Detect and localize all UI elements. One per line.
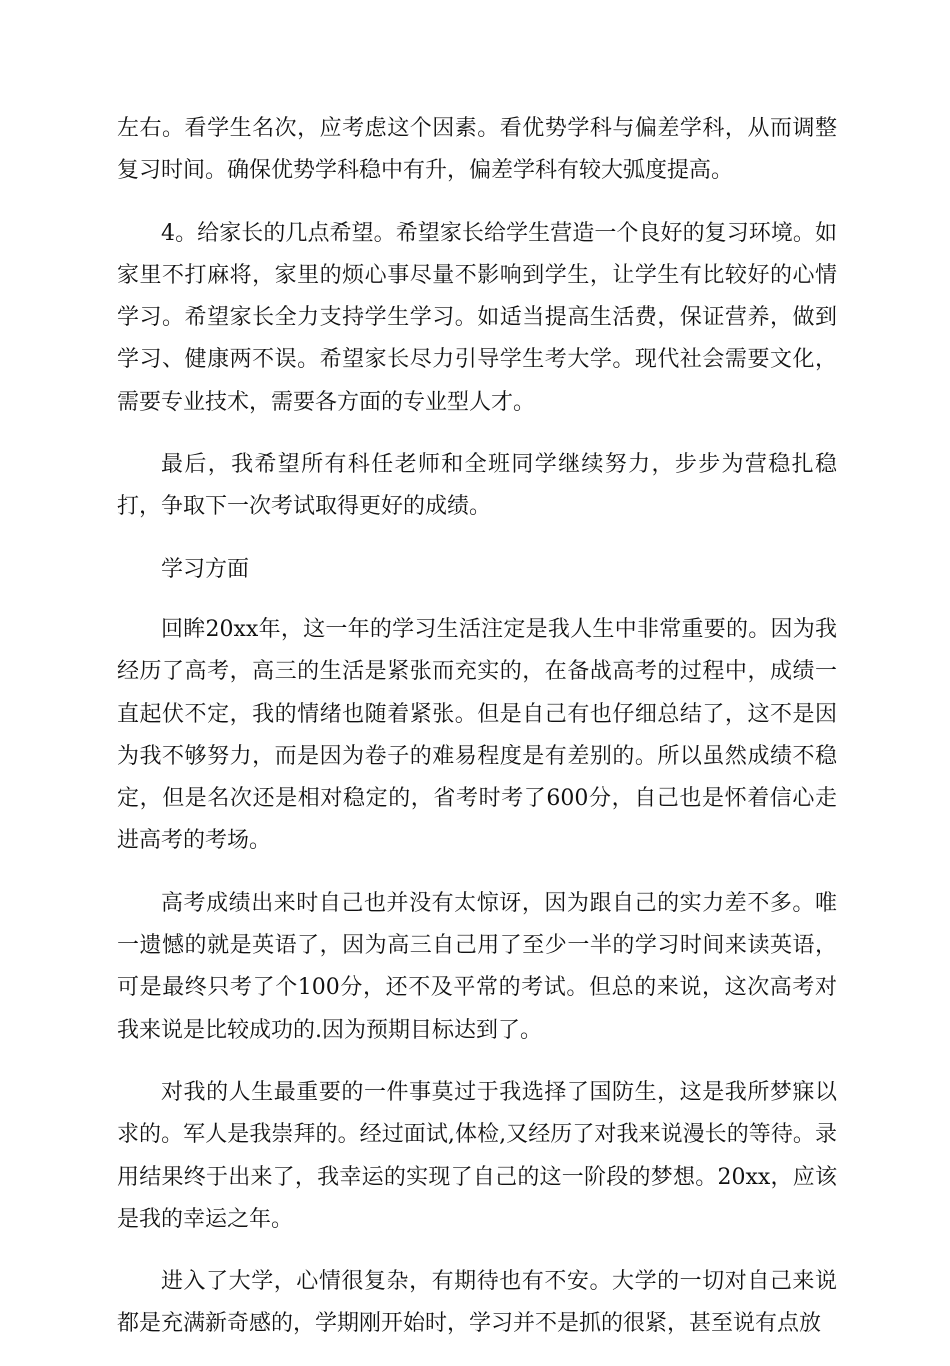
paragraph-national-defense: 对我的人生最重要的一件事莫过于我选择了国防生，这是我所梦寐以求的。军人是我崇拜的。经过面试,体检,又经历了对我来说漫长的等待。录用结果终于出来了，我幸运的实现了自己的这一阶段的梦想。20xx，应该是我的幸运之年。 [117, 1079, 837, 1232]
paragraph-university: 进入了大学，心情很复杂，有期待也有不安。大学的一切对自己来说都是充满新奇感的，学期刚开始时，学习并不是抓的很紧，甚至说有点放 [117, 1269, 837, 1337]
paragraph-continuation: 左右。看学生名次，应考虑这个因素。看优势学科与偏差学科，从而调整复习时间。确保优势学科稳中有升，偏差学科有较大弧度提高。 [117, 116, 837, 184]
paragraph-closing: 最后，我希望所有科任老师和全班同学继续努力，步步为营稳扎稳打，争取下一次考试取得更好的成绩。 [117, 452, 837, 520]
document-body [117, 108, 837, 1366]
paragraph-review-year: 回眸20xx年，这一年的学习生活注定是我人生中非常重要的。因为我经历了高考，高三的生活是紧张而充实的，在备战高考的过程中，成绩一直起伏不定，我的情绪也随着紧张。但是自己有也仔细总结了，这不是因为我不够努力，而是因为卷子的难易程度是有差别的。所以虽然成绩不稳定，但是名次还是相对稳定的，省考时考了600分，自己也是怀着信心走进高考的考场。 [117, 616, 837, 854]
section-heading-study: 学习方面 [161, 556, 250, 582]
paragraph-exam-result: 高考成绩出来时自己也并没有太惊讶，因为跟自己的实力差不多。唯一遗憾的就是英语了，因为高三自己用了至少一半的学习时间来读英语，可是最终只考了个100分，还不及平常的考试。但总的来说，这次高考对我来说是比较成功的.因为预期目标达到了。 [117, 890, 837, 1043]
paragraph-parent-hopes: 4。给家长的几点希望。希望家长给学生营造一个良好的复习环境。如家里不打麻将，家里的烦心事尽量不影响到学生，让学生有比较好的心情学习。希望家长全力支持学生学习。如适当提高生活费，保证营养，做到学习、健康两不误。希望家长尽力引导学生考大学。现代社会需要文化，需要专业技术，需要各方面的专业型人才。 [117, 220, 837, 415]
